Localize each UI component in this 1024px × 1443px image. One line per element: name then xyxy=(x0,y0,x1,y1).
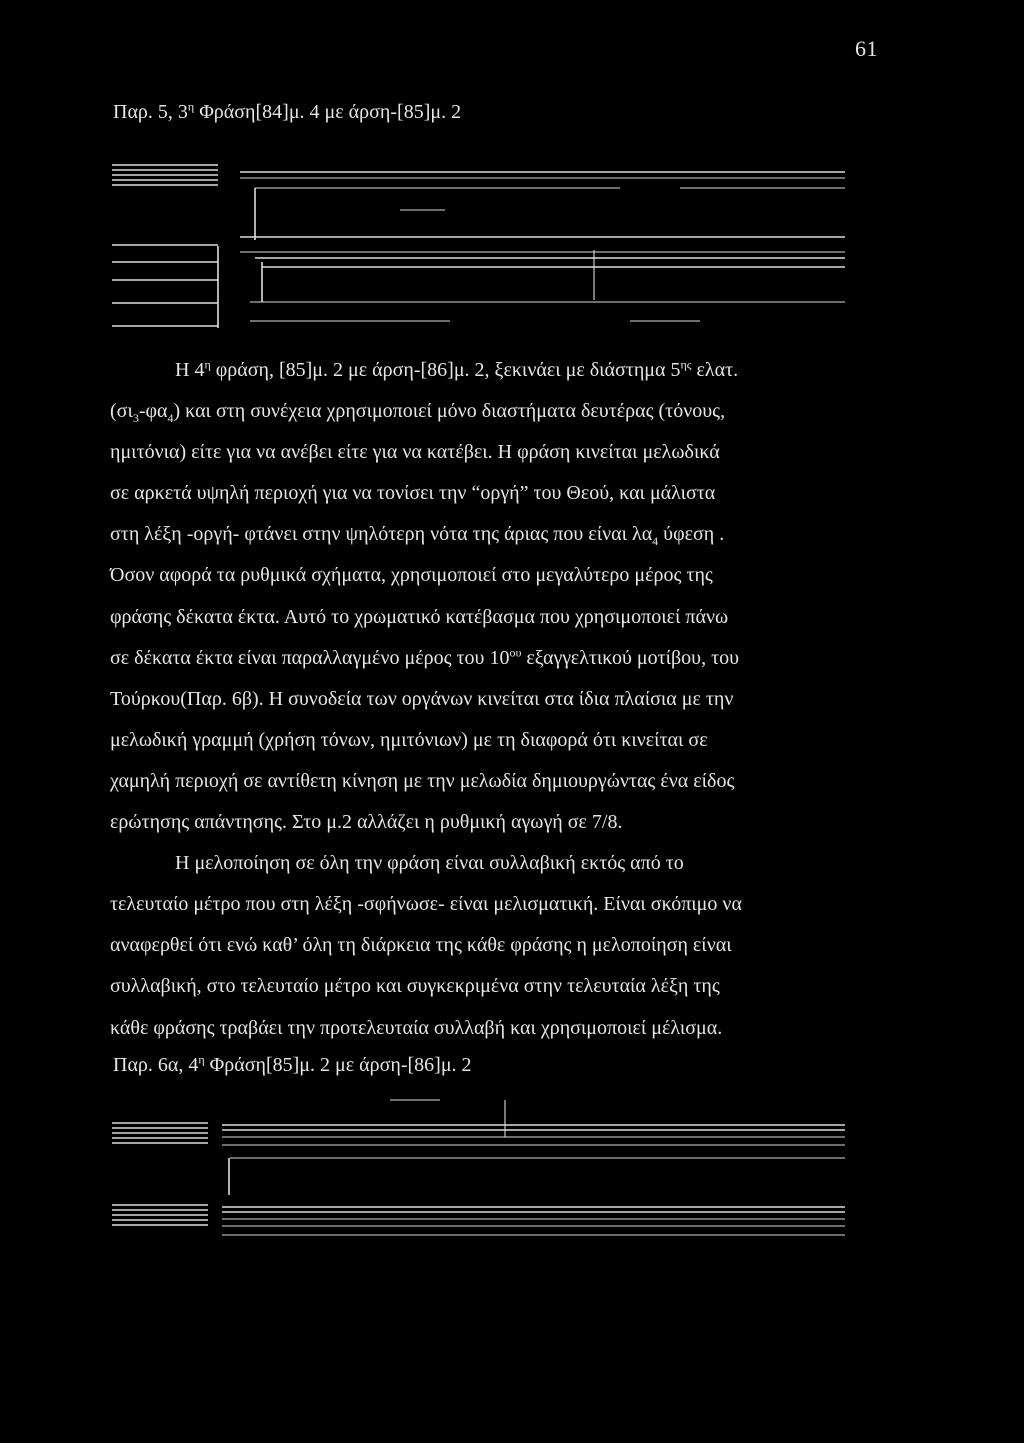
text-line: Τούρκου(Παρ. 6β). Η συνοδεία των οργάνων κινείται στα ίδια πλαίσια με την xyxy=(110,687,734,710)
page-number: 61 xyxy=(855,36,878,61)
text-line: Η $4^\eta$ φράση, [85]μ. 2 με άρση-[86]μ. 2, ξεκινάει με διάστημα $5^{\eta\varsigma}$ ελατ. xyxy=(175,357,739,381)
staff-lines-left xyxy=(112,165,218,326)
caption-text: Φράση[85]μ. 2 με άρση-[86]μ. 2 xyxy=(204,1054,472,1076)
music-example-faded xyxy=(0,150,1024,350)
caption-text: Παρ. 6α, 4 xyxy=(113,1054,199,1076)
text-line: ερώτησης απάντησης. Στο μ.2 αλλάζει η ρυθμική αγωγή σε 7/8. xyxy=(110,811,623,834)
staff-lines-right xyxy=(240,172,845,321)
text-line: κάθε φράσης τραβάει την προτελευταία συλλαβή και χρησιμοποιεί μέλισμα. xyxy=(110,1016,723,1039)
text-line: Όσον αφορά τα ρυθμικά σχήματα, χρησιμοποιεί στο μεγαλύτερο μέρος της xyxy=(110,564,713,587)
text-line: χαμηλή περιοχή σε αντίθετη κίνηση με την μελωδία δημιουργώντας ένα είδος xyxy=(110,769,735,792)
caption-text: Παρ. 5, 3 xyxy=(113,101,188,123)
text-line: σε δέκατα έκτα είναι παραλλαγμένο μέρος του $10^{o\upsilon}$ εξαγγελτικού μοτίβου, του xyxy=(110,645,740,669)
caption-superscript: η xyxy=(198,1052,205,1067)
music-example-faded xyxy=(0,1095,1024,1255)
caption-superscript: η xyxy=(187,99,195,114)
text-line: σε αρκετά υψηλή περιοχή για να τονίσει την “οργή” του Θεού, και μάλιστα xyxy=(110,482,716,505)
text-line: στη λέξη -οργή- φτάνει στην ψηλότερη νότα της άριας που είναι $\lambda\alpha_4$ ύφεση . xyxy=(110,523,725,549)
text-line: φράσης δέκατα έκτα. Αυτό το χρωματικό κατέβασμα που χρησιμοποιεί πάνω xyxy=(110,605,729,628)
staff-lines-right xyxy=(222,1125,845,1235)
text-line: μελωδική γραμμή (χρήση τόνων, ημιτόνιων) με τη διαφορά ότι κινείται σε xyxy=(110,728,708,751)
staff-lines-left xyxy=(112,1123,208,1225)
text-line: τελευταίο μέτρο που στη λέξη -σφήνωσε- είναι μελισματική. Είναι σκόπιμο να xyxy=(110,893,742,916)
text-line: $(\sigma\iota_3-\varphi\alpha_4)$ και στη συνέχεια χρησιμοποιεί μόνο διαστήματα δευτέρας (τόνους, xyxy=(110,400,726,426)
body-paragraph xyxy=(110,350,875,1049)
example-caption xyxy=(113,101,461,124)
example-caption xyxy=(113,1054,472,1077)
text-line: ημιτόνια) είτε για να ανέβει είτε για να κατέβει. Η φράση κινείται μελωδικά xyxy=(110,441,720,464)
text-line: Η μελοποίηση σε όλη την φράση είναι συλλαβική εκτός από το xyxy=(175,852,684,875)
text-line: συλλαβική, στο τελευταίο μέτρο και συγκεκριμένα στην τελευταία λέξη της xyxy=(110,975,720,998)
text-line: αναφερθεί ότι ενώ καθ’ όλη τη διάρκεια της κάθε φράσης η μελοποίηση είναι xyxy=(110,934,732,957)
caption-text: Φράση[84]μ. 4 με άρση-[85]μ. 2 xyxy=(194,101,462,123)
